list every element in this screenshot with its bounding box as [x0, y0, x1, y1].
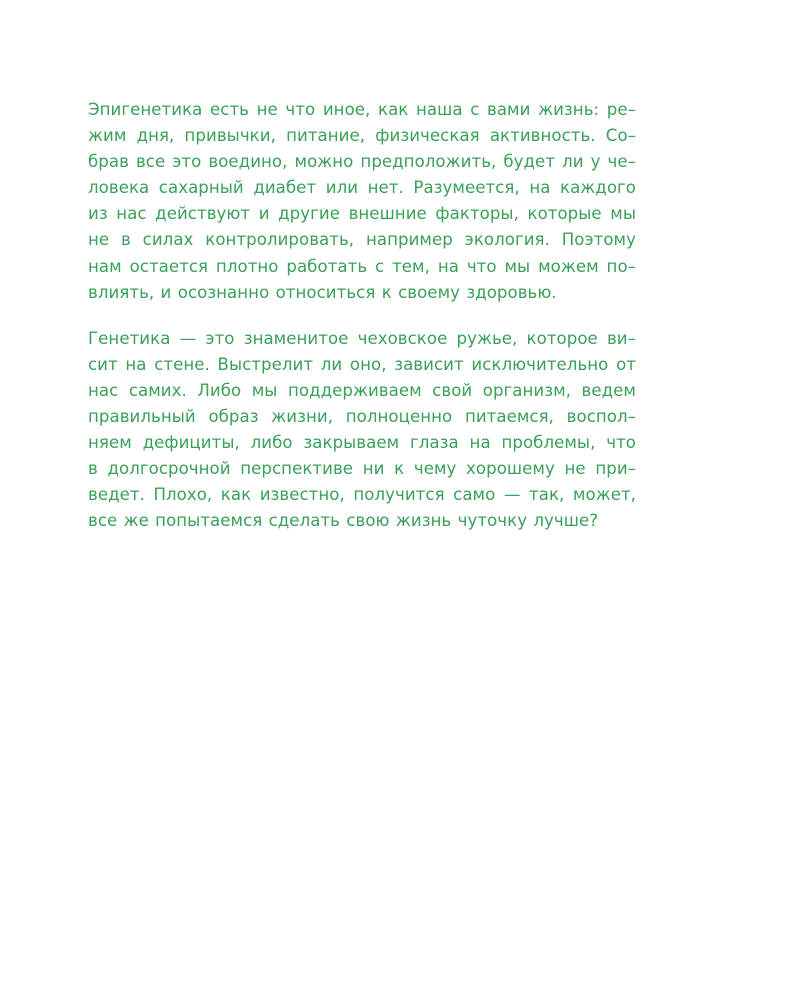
text-line: не в силах контролировать, например экология. Поэтому [88, 230, 636, 250]
text-line: Генетика — это знаменитое чеховское ружье, которое ви– [88, 328, 636, 348]
paragraph-genetics [88, 326, 636, 535]
paragraph-epigenetics [88, 97, 636, 306]
text-line: ловека сахарный диабет или нет. Разумеется, на каждого [88, 178, 636, 198]
text-line: Эпигенетика есть не что иное, как наша с вами жизнь: ре– [88, 100, 636, 119]
page-text-block [88, 97, 636, 535]
text-line: брав все это воедино, можно предположить, будет ли у че– [88, 152, 636, 172]
text-line: нам остается плотно работать с тем, на что мы можем по– [88, 256, 636, 276]
text-line: ведет. Плохо, как известно, получится само — так, может, [88, 485, 636, 505]
text-line: в долгосрочной перспективе ни к чему хорошему не при– [88, 459, 636, 479]
text-line: нас самих. Либо мы поддерживаем свой организм, ведем [88, 380, 636, 400]
text-line: жим дня, привычки, питание, физическая активность. Со– [88, 126, 636, 146]
text-line: сит на стене. Выстрелит ли оно, зависит исключительно от [88, 354, 636, 374]
text-line: правильный образ жизни, полноценно питаемся, воспол– [88, 407, 636, 427]
text-line: няем дефициты, либо закрываем глаза на проблемы, что [88, 433, 636, 453]
text-line: влиять, и осознанно относиться к своему здоровью. [88, 282, 557, 302]
text-line: все же попытаемся сделать свою жизнь чуточку лучше? [88, 511, 599, 531]
text-line: из нас действуют и другие внешние факторы, которые мы [88, 204, 636, 224]
